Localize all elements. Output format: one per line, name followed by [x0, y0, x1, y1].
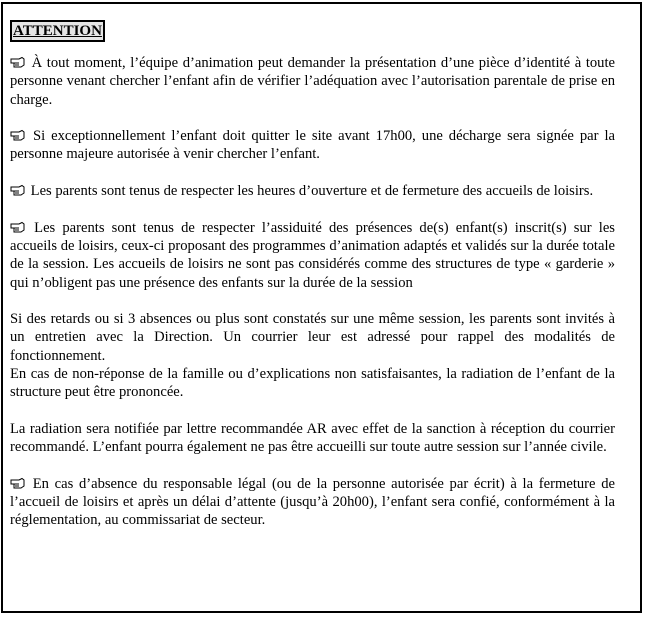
paragraph-text: Si exceptionnellement l’enfant doit quitter le site avant 17h00, une décharge sera signée par la personne majeure autorisée à venir chercher l’enfant. [10, 128, 615, 163]
pointing-hand-icon [10, 221, 27, 233]
attention-heading: ATTENTION [10, 20, 105, 42]
heading-wrap [10, 20, 615, 42]
pointing-hand-icon [10, 56, 27, 68]
paragraph-absence-guardian [10, 475, 615, 530]
paragraph-radiation-notice: La radiation sera notifiée par lettre recommandée AR avec effet de la sanction à réception du courrier recommandé. L’enfant pourra également ne pas être accueilli sur toute autre session sur l’année civile. [10, 420, 615, 456]
paragraph-opening-hours [10, 182, 615, 200]
notice-content [10, 20, 615, 548]
pointing-hand-icon [10, 184, 27, 196]
paragraph-early-departure [10, 127, 615, 164]
paragraph-text: En cas d’absence du responsable légal (ou de la personne autorisée par écrit) à la fermeture de l’accueil de loisirs et après un délai d’attente (jusqu’à 20h00), l’enfant sera confié, conformément à la réglementation, au commissariat de secteur. [10, 475, 615, 529]
notice-frame [1, 2, 642, 613]
paragraph-identity-check [10, 54, 615, 109]
pointing-hand-icon [10, 129, 27, 141]
paragraph-lateness: Si des retards ou si 3 absences ou plus sont constatés sur une même session, les parents sont invités à un entretien avec la Direction. Un courrier leur est adressé pour rappel des modalités de fonctionnement. [10, 311, 615, 364]
paragraph-text: Les parents sont tenus de respecter les heures d’ouverture et de fermeture des accueils de loisirs. [30, 183, 594, 200]
paragraph-non-response: En cas de non-réponse de la famille ou d’explications non satisfaisantes, la radiation de l’enfant de la structure peut être prononcée. [10, 366, 615, 401]
paragraph-attendance [10, 219, 615, 292]
pointing-hand-icon [10, 477, 27, 489]
paragraph-text: Les parents sont tenus de respecter l’assiduité des présences de(s) enfant(s) inscrit(s) sur les accueils de loisirs, ceux-ci proposant des programmes d’animation adaptés et validés sur la durée totale de la session. Les accueils de loisirs ne sont pas considérés comme des structures de type « garderie » qui n’obligent pas une présence des enfants sur la durée de la session [10, 219, 615, 291]
paragraph-text: À tout moment, l’équipe d’animation peut demander la présentation d’une pièce d’identité à toute personne venant chercher l’enfant afin de vérifier l’adéquation avec l’autorisation parentale de prise en charge. [10, 55, 615, 108]
